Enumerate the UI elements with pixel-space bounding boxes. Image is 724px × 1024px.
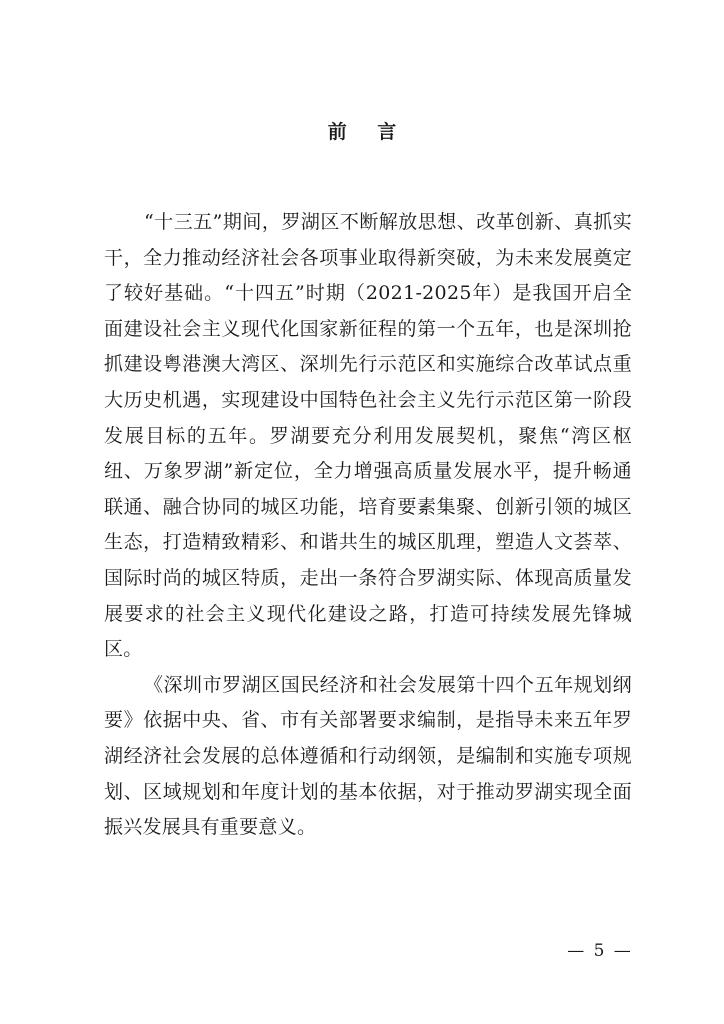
page-number: — 5 — bbox=[567, 941, 633, 961]
paragraph-2: 《深圳市罗湖区国民经济和社会发展第十四个五年规划纲要》依据中央、省、市有关部署要求编制，是指导未来五年罗湖经济社会发展的总体遵循和行动纲领，是编制和实施专项规划、区域规划和年度计划的基本依据，对于推动罗湖实现全面振兴发展具有重要意义。 bbox=[104, 673, 632, 839]
body-text bbox=[104, 205, 632, 846]
page-title: 前 言 bbox=[327, 121, 409, 143]
paragraph-1: “十三五”期间，罗湖区不断解放思想、改革创新、真抓实干，全力推动经济社会各项事业取得新突破，为未来发展奠定了较好基础。“十四五”时期（2021-2025年）是我国开启全面建设社会主义现代化国家新征程的第一个五年，也是深圳抢抓建设粤港澳大湾区、深圳先行示范区和实施综合改革试点重大历史机遇，实现建设中国特色社会主义先行示范区第一阶段发展目标的五年。罗湖要充分利用发展契机，聚焦“湾区枢纽、万象罗湖”新定位，全力增强高质量发展水平，提升畅通联通、融合协同的城区功能，培育要素集聚、创新引领的城区生态，打造精致精彩、和谐共生的城区肌理，塑造人文荟萃、国际时尚的城区特质，走出一条符合罗湖实际、体现高质量发展要求的社会主义现代化建设之路，打造可持续发展先锋城区。 bbox=[104, 211, 632, 661]
